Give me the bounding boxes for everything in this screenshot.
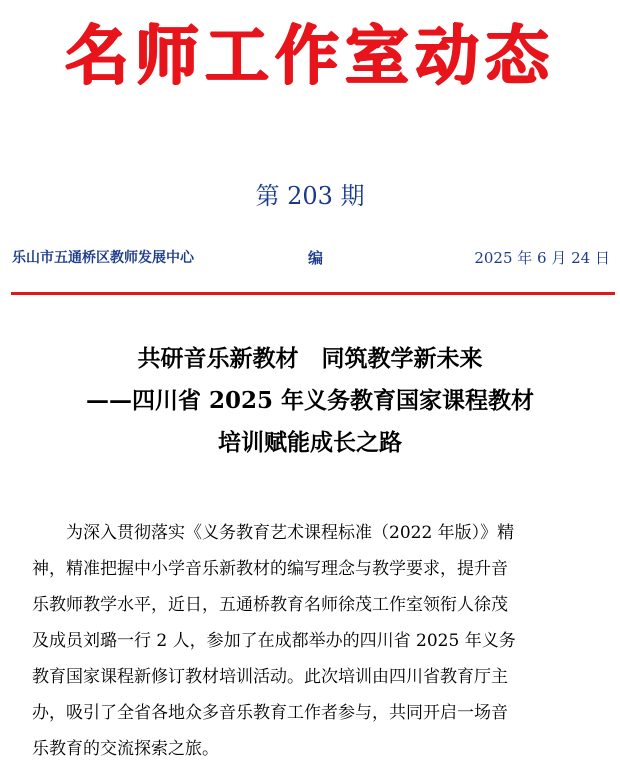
issue-number: 第 203 期 [255, 182, 365, 210]
body-line: 教育国家课程新修订教材培训活动。此次培训由四川省教育厅主 [32, 667, 508, 687]
body-line: 神，精准把握中小学音乐新教材的编写理念与教学要求，提升音 [32, 559, 508, 579]
edit-label: 编 [308, 249, 324, 267]
article-body [32, 515, 608, 767]
publisher-organization: 乐山市五通桥区教师发展中心 [12, 250, 194, 266]
body-line: 办，吸引了全省各地众多音乐教育工作者参与，共同开启一场音 [32, 703, 508, 723]
headline-line-1: 共研音乐新教材 同筑教学新未来 [137, 345, 483, 372]
publication-date: 2025 年 6 月 24 日 [474, 249, 610, 267]
headline-line-3: 培训赋能成长之路 [218, 429, 402, 456]
headline-line-2: ——四川省 2025 年义务教育国家课程教材 [85, 387, 535, 414]
body-line: 为深入贯彻落实《义务教育艺术课程标准（2022 年版）》精 [66, 523, 515, 543]
masthead-title: 名师工作室动态 [65, 20, 555, 94]
body-line: 及成员刘璐一行 2 人，参加了在成都举办的四川省 2025 年义务 [32, 631, 516, 651]
meta-row [12, 246, 610, 270]
header-divider [11, 292, 615, 295]
body-line: 乐教师教学水平，近日，五通桥教育名师徐茂工作室领衔人徐茂 [32, 595, 508, 615]
body-line: 乐教育的交流探索之旅。 [32, 739, 219, 759]
article-headline [0, 338, 620, 464]
